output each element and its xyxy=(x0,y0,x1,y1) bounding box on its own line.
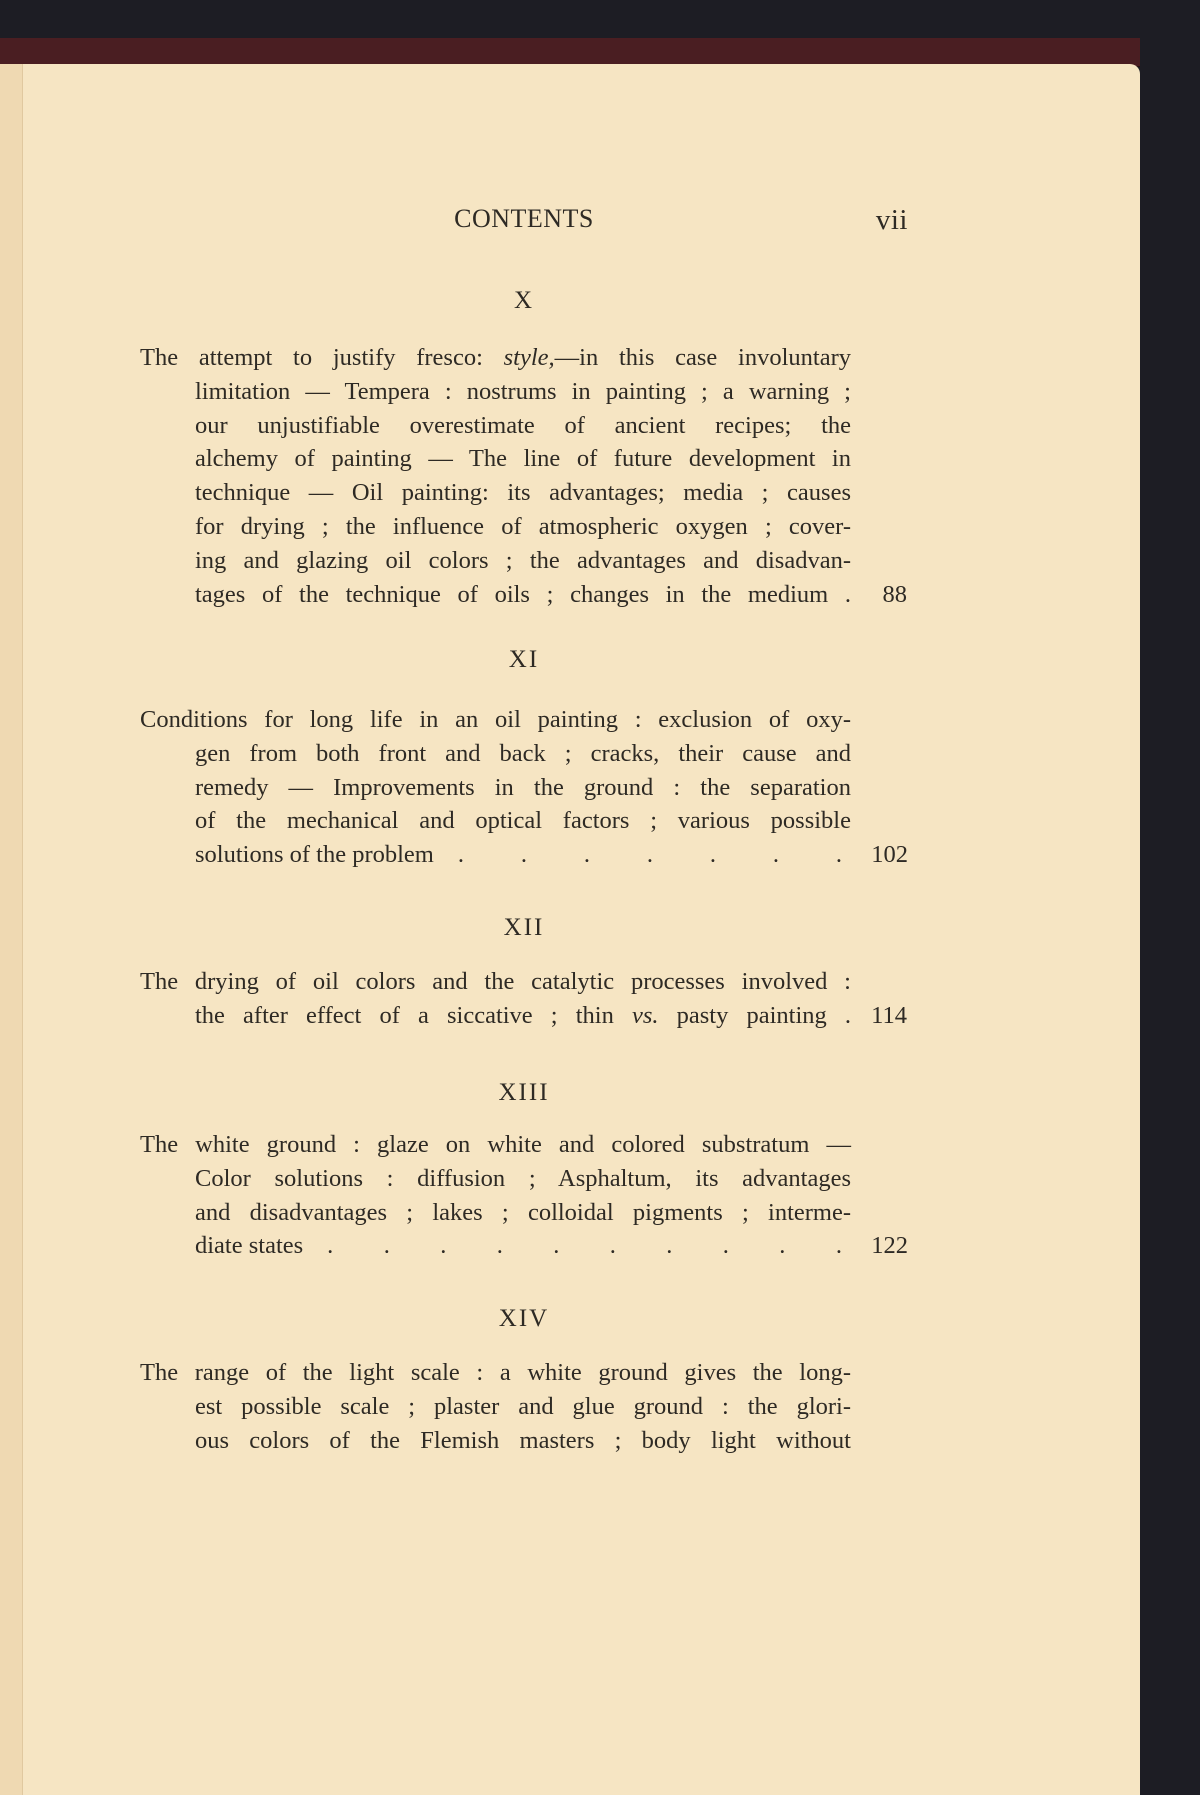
text: the after effect of a siccative ; thin xyxy=(195,1001,632,1029)
summary-line: gen from both front and back ; cracks, their cause and xyxy=(195,739,851,767)
leader-dot: . xyxy=(440,1232,447,1260)
italic-text: vs. xyxy=(631,1001,659,1029)
page-number: 102 xyxy=(871,841,908,869)
chapter-numeral: X xyxy=(513,287,535,314)
chapter-summary xyxy=(140,703,908,872)
chapter-numeral: XI xyxy=(508,646,540,673)
text: tages of the technique of oils ; changes in the medium . xyxy=(195,580,851,608)
leader-dots xyxy=(434,838,852,872)
leader-dot: . xyxy=(666,1232,673,1260)
leader-dot: . xyxy=(722,1232,729,1260)
chapter-summary xyxy=(140,1128,908,1263)
leader-dot: . xyxy=(609,1232,616,1260)
leader-dot: . xyxy=(709,841,716,869)
summary-line: and disadvantages ; lakes ; colloidal pigments ; interme- xyxy=(195,1198,851,1226)
leader-dot: . xyxy=(327,1232,334,1260)
chapter-numeral: XIV xyxy=(498,1305,550,1332)
summary-line xyxy=(140,341,851,375)
summary-line: limitation — Tempera : nostrums in painting ; a warning ; xyxy=(195,377,851,405)
summary-last-line xyxy=(195,1229,908,1263)
text: solutions of the problem xyxy=(195,841,434,869)
summary-last-line xyxy=(195,999,908,1033)
leader-dot: . xyxy=(383,1232,390,1260)
summary-line: alchemy of painting — The line of future development in xyxy=(195,445,851,473)
italic-text: style, xyxy=(503,344,555,371)
summary-line: of the mechanical and optical factors ; various possible xyxy=(195,807,851,835)
summary-line: The range of the light scale : a white ground gives the long- xyxy=(140,1359,851,1386)
leader-dot: . xyxy=(835,841,842,869)
summary-line: Conditions for long life in an oil painting : exclusion of oxy- xyxy=(140,706,851,733)
summary-last-line xyxy=(195,838,908,872)
leader-dot: . xyxy=(779,1232,786,1260)
page-number: 114 xyxy=(871,1001,907,1029)
summary-line: for drying ; the influence of atmospheric oxygen ; cover- xyxy=(195,512,851,540)
leader-dot: . xyxy=(496,1232,503,1260)
summary-line: ing and glazing oil colors ; the advantages and disadvan- xyxy=(195,546,851,574)
summary-last-line xyxy=(195,578,908,612)
chapter-numeral: XIII xyxy=(498,1079,550,1106)
summary-line: ous colors of the Flemish masters ; body light without xyxy=(195,1426,851,1454)
text: diate states xyxy=(195,1232,304,1260)
summary-line: est possible scale ; plaster and glue ground : the glori- xyxy=(195,1392,851,1420)
leader-dot: . xyxy=(772,841,779,869)
leader-dot: . xyxy=(646,841,653,869)
running-head-title: CONTENTS xyxy=(454,204,594,233)
text: —in this case involuntary xyxy=(554,344,851,371)
summary-line: technique — Oil painting: its advantages; media ; causes xyxy=(195,479,851,507)
leader-dot: . xyxy=(520,841,527,869)
text: The attempt to justify fresco: xyxy=(140,344,504,371)
text xyxy=(195,999,851,1033)
summary-line: remedy — Improvements in the ground : the separation xyxy=(195,773,851,801)
book-edge-band xyxy=(0,38,1140,67)
text: pasty painting . xyxy=(676,1001,852,1029)
summary-line: The drying of oil colors and the catalytic processes involved : xyxy=(140,968,851,995)
chapter-summary xyxy=(140,341,908,611)
leader-dots xyxy=(303,1229,852,1263)
leader-dot: . xyxy=(457,841,464,869)
leader-dot: . xyxy=(553,1232,560,1260)
page-number: 88 xyxy=(882,580,907,608)
chapter-summary xyxy=(140,1356,908,1457)
leader-dot: . xyxy=(835,1232,842,1260)
chapter-summary xyxy=(140,965,908,1033)
summary-line: The white ground : glaze on white and colored substratum — xyxy=(140,1131,851,1158)
leader-dot: . xyxy=(583,841,590,869)
summary-line: Color solutions : diffusion ; Asphaltum, its advantages xyxy=(195,1164,851,1192)
page-folio: vii xyxy=(875,204,908,236)
summary-line: our unjustifiable overestimate of ancient recipes; the xyxy=(195,411,851,439)
chapter-numeral: XII xyxy=(503,914,545,941)
page-number: 122 xyxy=(871,1232,908,1260)
